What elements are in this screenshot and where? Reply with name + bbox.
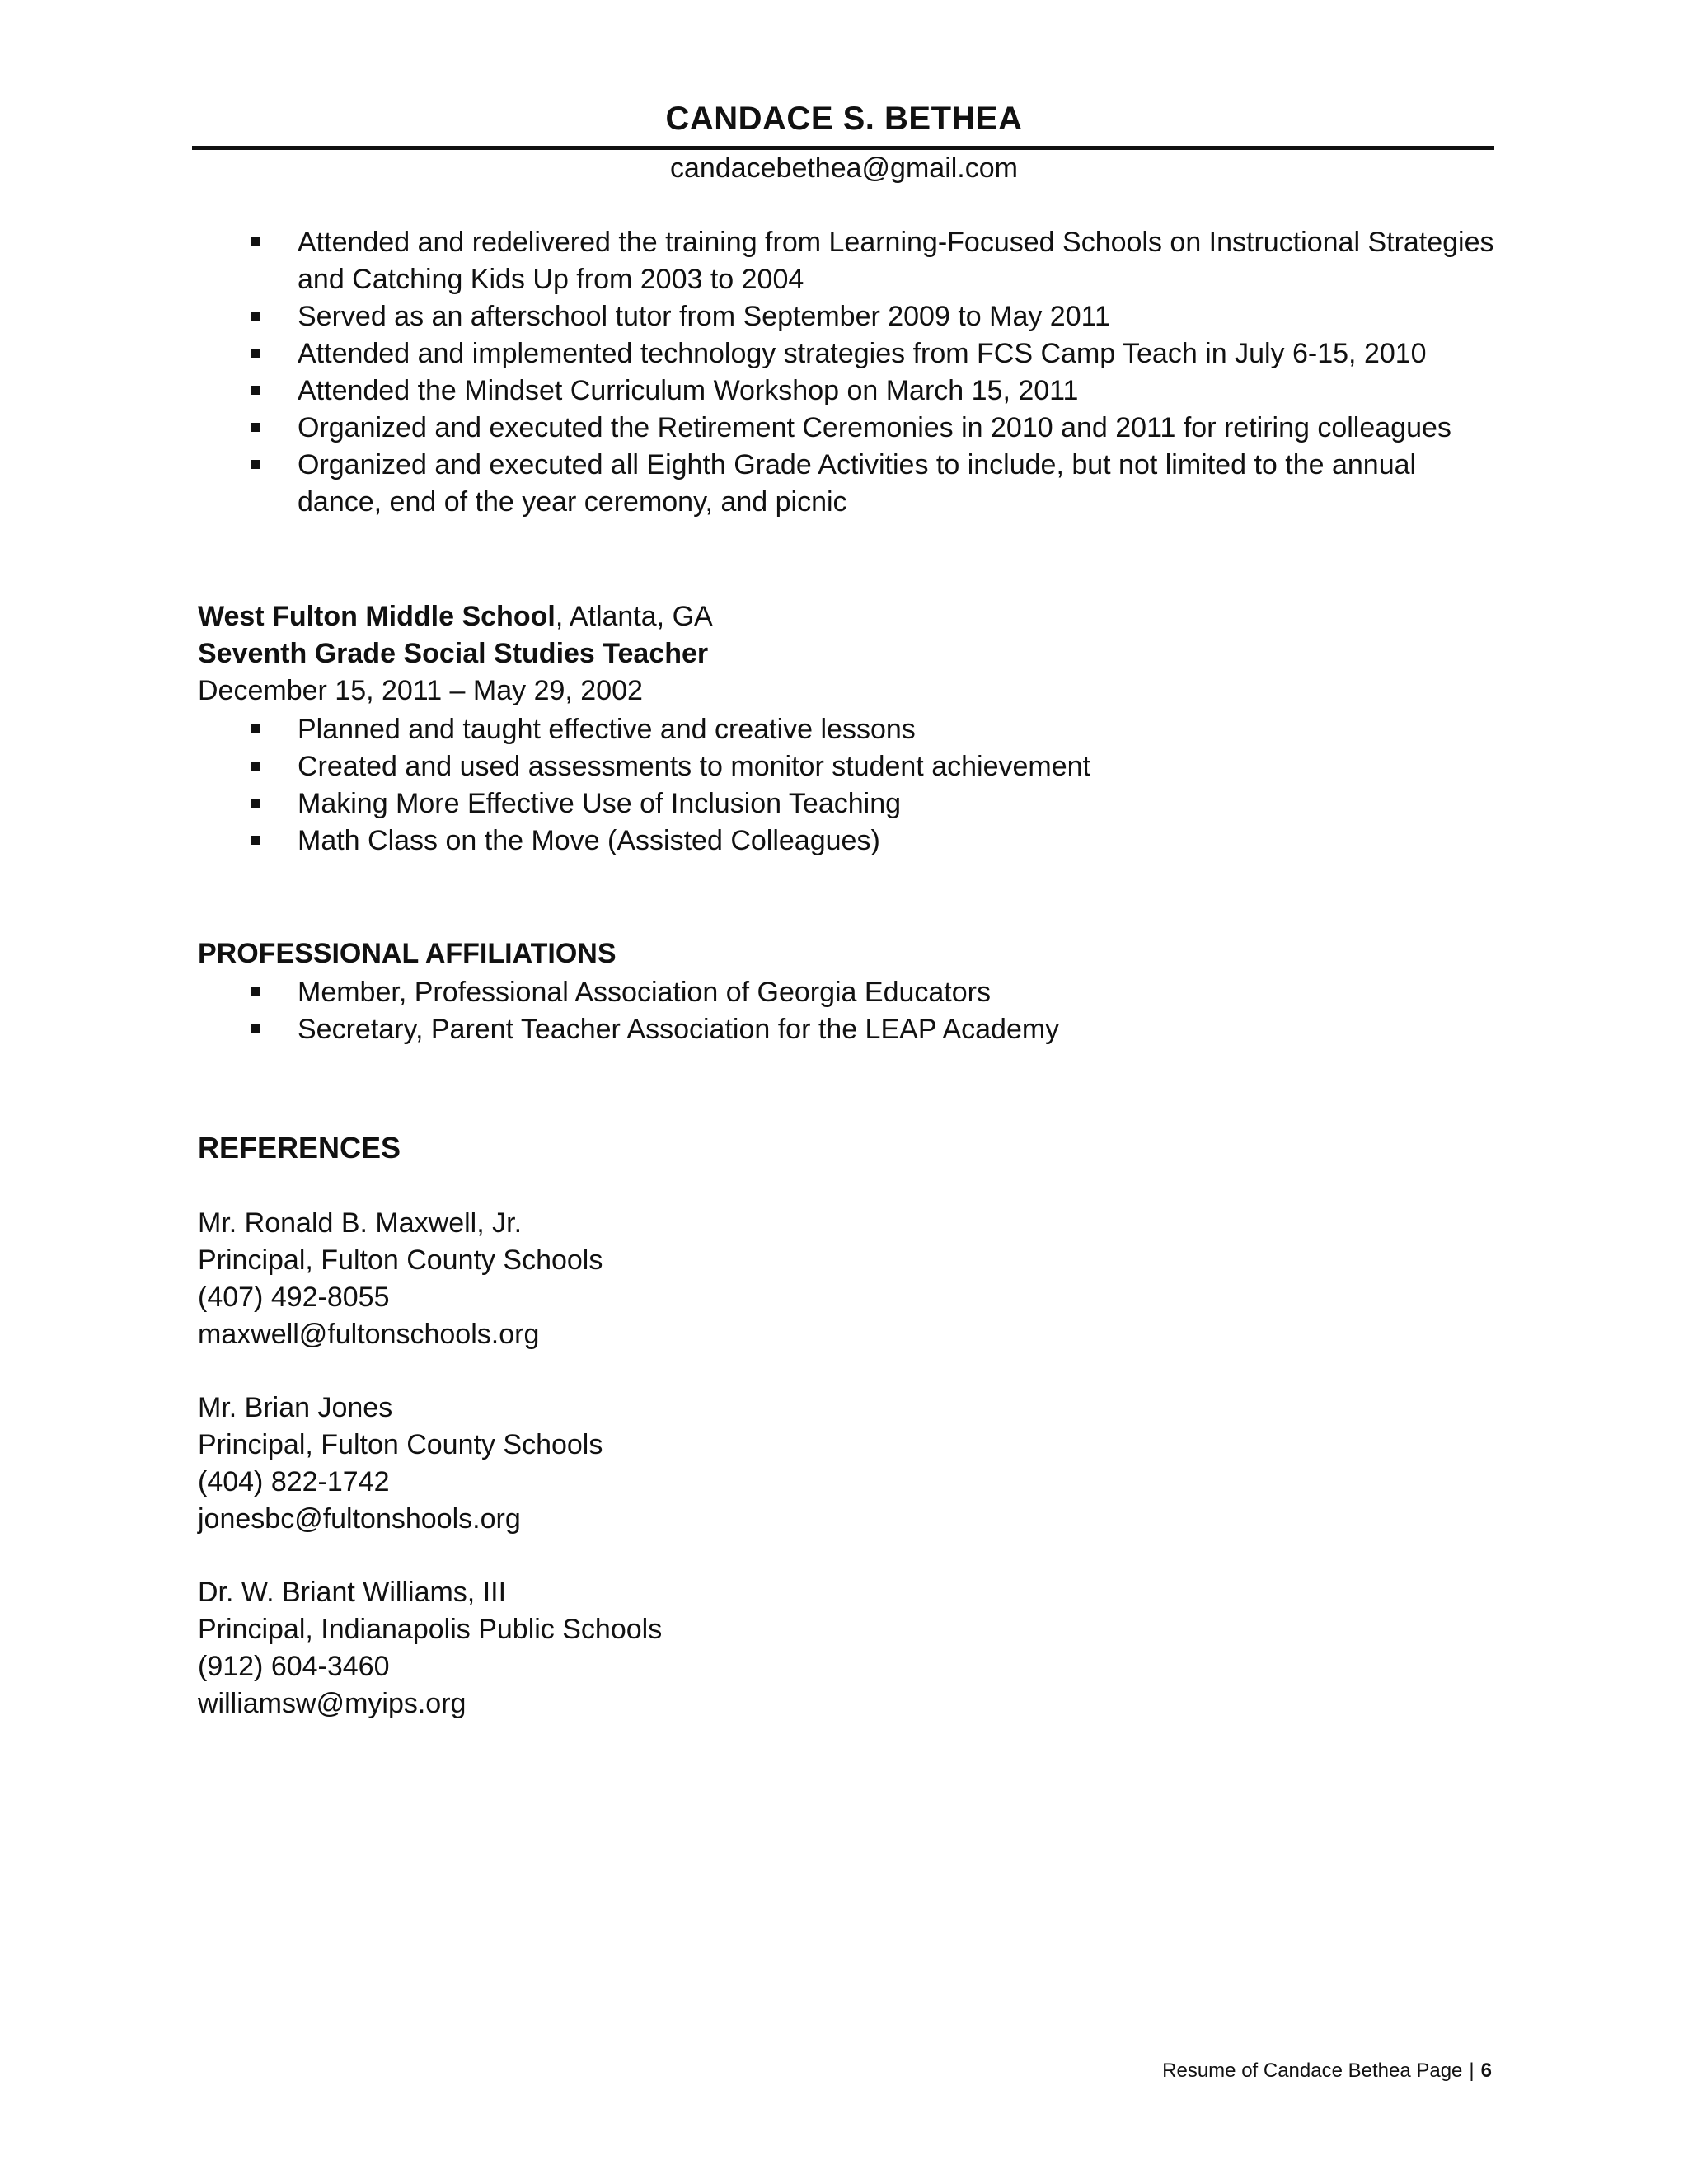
job-school: West Fulton Middle School (198, 601, 556, 632)
list-item: Making More Effective Use of Inclusion Teaching (245, 785, 1498, 823)
reference-phone: (912) 604-3460 (198, 1651, 390, 1682)
reference-email: williamsw@myips.org (198, 1688, 467, 1719)
bullet-square-icon (251, 799, 260, 808)
candidate-name: CANDACE S. BETHEA (665, 101, 1023, 137)
bullet-square-icon (251, 423, 260, 432)
reference-phone: (404) 822-1742 (198, 1466, 390, 1497)
page-number: 6 (1480, 2060, 1492, 2082)
footer-label: Resume of Candace Bethea Page (1162, 2060, 1463, 2082)
reference-entry (198, 1390, 1434, 1538)
page-footer (1162, 2060, 1492, 2083)
list-item: Planned and taught effective and creative lessons (245, 711, 1498, 748)
reference-name: Mr. Brian Jones (198, 1392, 393, 1423)
reference-phone: (407) 492-8055 (198, 1282, 390, 1313)
list-item: Attended and implemented technology strategies from FCS Camp Teach in July 6-15, 2010 (245, 335, 1498, 373)
list-item: Member, Professional Association of Georgia Educators (245, 974, 1498, 1011)
header-divider (192, 146, 1494, 150)
bullet-square-icon (251, 1024, 260, 1033)
bullet-square-icon (251, 386, 260, 395)
footer-separator: | (1469, 2060, 1475, 2082)
list-item: Secretary, Parent Teacher Association for the LEAP Academy (245, 1011, 1498, 1048)
reference-role: Principal, Fulton County Schools (198, 1244, 603, 1276)
reference-entry (198, 1205, 1434, 1353)
affiliations-title: PROFESSIONAL AFFILIATIONS (198, 938, 617, 969)
bullet-square-icon (251, 987, 260, 996)
list-item: Created and used assessments to monitor student achievement (245, 748, 1498, 785)
candidate-email: candacebethea@gmail.com (670, 152, 1018, 184)
reference-entry (198, 1574, 1434, 1722)
job-title: Seventh Grade Social Studies Teacher (198, 638, 709, 669)
job-heading (198, 598, 1434, 710)
reference-email: jonesbc@fultonshools.org (198, 1503, 521, 1535)
bullet-square-icon (251, 237, 260, 246)
job-bullet-list (245, 711, 1498, 860)
reference-role: Principal, Fulton County Schools (198, 1429, 603, 1460)
job-school-line (198, 598, 1434, 635)
references-title: REFERENCES (198, 1131, 401, 1165)
reference-name: Dr. W. Briant Williams, III (198, 1577, 507, 1608)
reference-name: Mr. Ronald B. Maxwell, Jr. (198, 1207, 523, 1239)
list-item: Attended the Mindset Curriculum Workshop on March 15, 2011 (245, 373, 1498, 410)
job-location: , Atlanta, GA (555, 601, 713, 632)
bullet-square-icon (251, 460, 260, 469)
bullet-square-icon (251, 762, 260, 771)
list-item: Math Class on the Move (Assisted Colleagues) (245, 823, 1498, 860)
list-item: Organized and executed the Retirement Ceremonies in 2010 and 2011 for retiring colleagues (245, 410, 1498, 447)
job-dates: December 15, 2011 – May 29, 2002 (198, 675, 643, 706)
reference-email: maxwell@fultonschools.org (198, 1319, 540, 1350)
prior-job-bullet-list (245, 224, 1498, 521)
bullet-square-icon (251, 349, 260, 358)
list-item: Attended and redelivered the training from Learning-Focused Schools on Instructional Strategies and Catching Kids Up from 2003 to 2004 (245, 224, 1498, 298)
bullet-square-icon (251, 724, 260, 733)
list-item: Served as an afterschool tutor from September 2009 to May 2011 (245, 298, 1498, 335)
affiliations-list (245, 974, 1498, 1048)
reference-role: Principal, Indianapolis Public Schools (198, 1614, 663, 1645)
bullet-square-icon (251, 836, 260, 845)
list-item: Organized and executed all Eighth Grade Activities to include, but not limited to the annual dance, end of the year ceremony, and picnic (245, 447, 1498, 521)
bullet-square-icon (251, 312, 260, 321)
